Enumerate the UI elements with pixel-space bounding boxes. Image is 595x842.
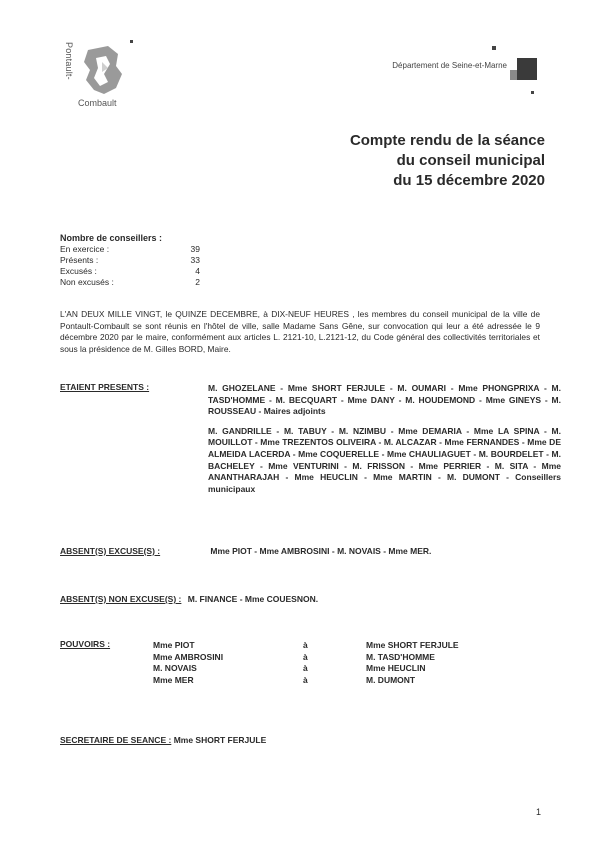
pouvoir-sep: à <box>303 663 308 673</box>
secretaire-label: SECRETAIRE DE SEANCE : <box>60 735 172 745</box>
pouvoir-to: M. TASD'HOMME <box>366 651 435 662</box>
stats-row <box>60 255 200 266</box>
department-block-icon <box>517 58 537 80</box>
secretaire-line <box>60 735 266 745</box>
stats-heading: Nombre de conseillers : <box>60 233 163 243</box>
absents-excuses <box>60 546 431 556</box>
councillors-stats <box>60 233 200 288</box>
pouvoir-to: Mme HEUCLIN <box>366 663 426 673</box>
stats-label: Présents : <box>60 255 99 265</box>
stats-row <box>60 277 200 288</box>
pouvoirs-table <box>153 640 459 686</box>
pouvoir-from: Mme AMBROSINI <box>153 651 224 662</box>
pouvoirs-label: POUVOIRS : <box>60 639 111 649</box>
pouvoir-sep: à <box>303 640 308 650</box>
stats-value: 33 <box>190 255 200 265</box>
logo-dot-icon <box>130 40 133 43</box>
presents-label: ETAIENT PRESENTS : <box>60 382 150 392</box>
pouvoir-to: Mme SHORT FERJULE <box>366 640 459 650</box>
page-title <box>350 131 545 191</box>
pouvoir-row <box>153 652 459 664</box>
stats-value: 4 <box>195 266 200 276</box>
pouvoir-row <box>153 640 459 652</box>
stats-row <box>60 244 200 255</box>
intro-paragraph: L'AN DEUX MILLE VINGT, le QUINZE DECEMBRE, à DIX-NEUF HEURES , les membres du conseil municipal de la ville de Pontault-Combault se sont réunis en l'hôtel de ville, salle Madame Sans Gêne, sur convocation qui leur a été adressée le 9 décembre 2020 par le maire, conformément aux articles L. 2121-10, L.2121-12, du Code général des collectivités territoriales et sous la présidence de M. Gilles BORD, Maire. <box>60 309 540 354</box>
pouvoir-sep: à <box>303 651 308 662</box>
absents-non-excuses-label: ABSENT(S) NON EXCUSE(S) : <box>60 594 182 604</box>
conseillers-list: M. GANDRILLE - M. TABUY - M. NZIMBU - Mme DEMARIA - Mme LA SPINA - M. MOUILLOT - Mme TREZENTOS OLIVEIRA - M. ALCAZAR - Mme FERNANDES - Mme DE ALMEIDA LACERDA - Mme COQUERELLE - Mme CHAULIAGUET - M. BOURDELET - M. BACHELEY - Mme VENTURINI - M. FRISSON - Mme PERRIER - M. SITA - Mme ANANTHARAJAH - Mme HEUCLIN - Mme MARTIN - M. DUMONT - Conseillers municipaux <box>208 425 561 494</box>
city-logo <box>66 40 138 112</box>
presents-list <box>208 383 561 503</box>
pouvoir-row <box>153 663 459 675</box>
stats-value: 39 <box>190 244 200 254</box>
pouvoir-from: M. NOVAIS <box>153 663 197 673</box>
stats-label: En exercice : <box>60 244 110 254</box>
stats-value: 2 <box>195 277 200 287</box>
header-dot-icon <box>492 46 496 50</box>
absents-excuses-value: Mme PIOT - Mme AMBROSINI - M. NOVAIS - Mme MER. <box>210 546 432 556</box>
secretaire-value: Mme SHORT FERJULE <box>173 735 267 745</box>
pouvoir-to: M. DUMONT <box>366 674 416 685</box>
page-number: 1 <box>536 807 542 817</box>
pouvoir-from: Mme PIOT <box>153 640 195 650</box>
pouvoir-sep: à <box>303 674 308 685</box>
stats-row <box>60 266 200 277</box>
title-line-2: du conseil municipal <box>396 152 545 169</box>
absents-non-excuses <box>60 594 318 604</box>
title-line-3: du 15 décembre 2020 <box>393 172 545 189</box>
department-label: Département de Seine-et-Marne <box>392 61 507 70</box>
absents-non-excuses-value: M. FINANCE - Mme COUESNON. <box>187 594 319 604</box>
stats-label: Excusés : <box>60 266 97 276</box>
stats-label: Non excusés : <box>60 277 114 287</box>
logo-city-text: Combault <box>78 98 117 108</box>
absents-excuses-label: ABSENT(S) EXCUSE(S) : <box>60 546 161 556</box>
adjoints-list: M. GHOZELANE - Mme SHORT FERJULE - M. OUMARI - Mme PHONGPRIXA - M. TASD'HOMME - M. BECQUART - Mme DANY - M. HOUDEMOND - Mme GINEYS - M. ROUSSEAU - Maires adjoints <box>208 383 561 417</box>
pouvoir-from: Mme MER <box>153 674 194 685</box>
title-line-1: Compte rendu de la séance <box>349 132 545 149</box>
pouvoir-row <box>153 675 459 687</box>
logo-vertical-text: Pontault- <box>64 42 74 80</box>
logo-emblem-icon <box>78 44 126 98</box>
header-dot-icon-2 <box>531 91 534 94</box>
